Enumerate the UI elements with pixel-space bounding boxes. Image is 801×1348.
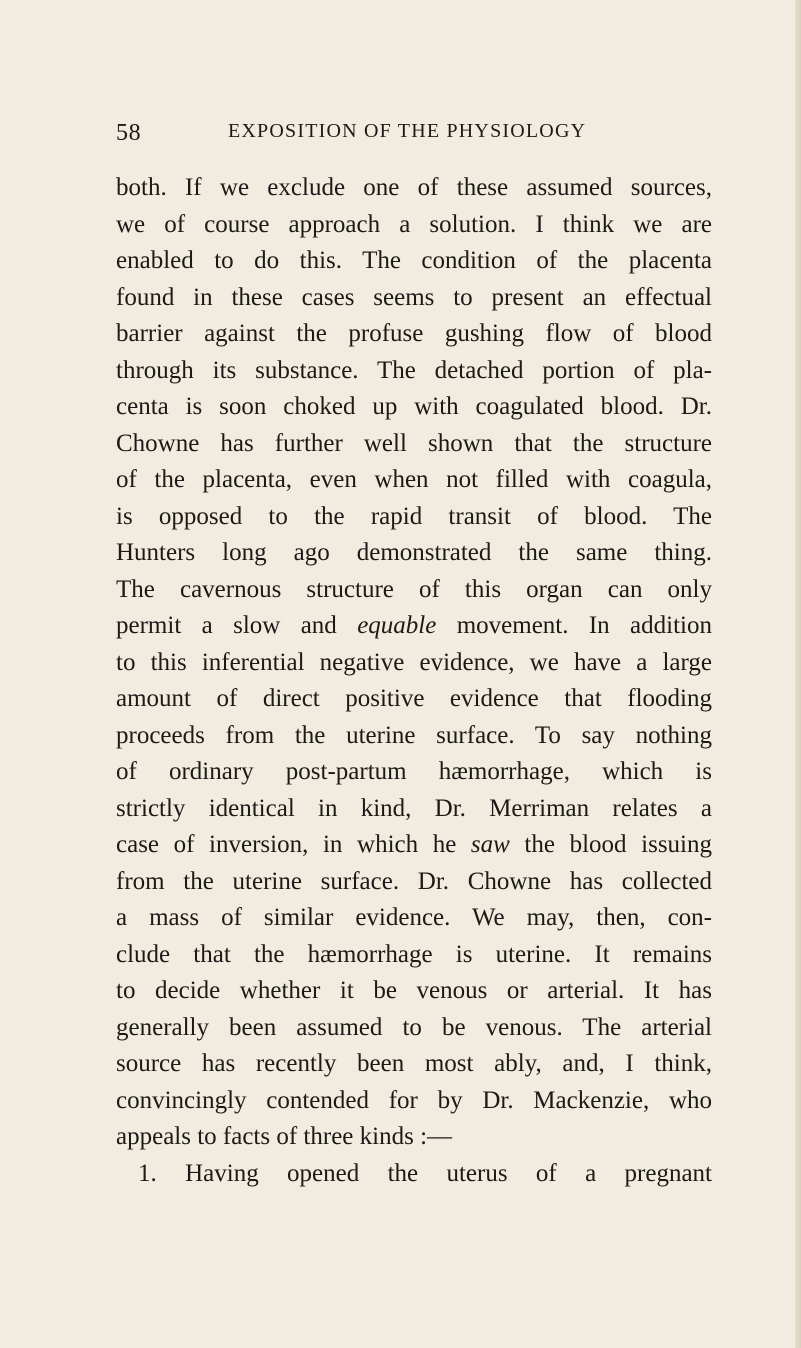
text-line <box>116 608 712 645</box>
text-line: Hunters long ago demonstrated the same thing. <box>116 539 712 566</box>
italic-word: saw <box>470 831 510 858</box>
text-line: both. If we exclude one of these assumed sources, <box>116 174 712 201</box>
page-number: 58 <box>116 120 142 146</box>
text-line: found in these cases seems to present an effectual <box>116 283 712 311</box>
text-line: source has recently been most ably, and, I think, <box>116 1050 712 1077</box>
text-line: proceeds from the uterine surface. To say nothing <box>116 721 712 749</box>
italic-word: equable <box>357 612 437 639</box>
text-line: amount of direct positive evidence that flooding <box>116 685 712 712</box>
text-run: movement. In addition <box>436 612 712 639</box>
text-line: strictly identical in kind, Dr. Merriman relates a <box>116 794 712 822</box>
text-line: from the uterine surface. Dr. Chowne has collected <box>116 867 712 895</box>
text-line: barrier against the profuse gushing flow of blood <box>116 320 712 347</box>
text-line <box>116 827 712 864</box>
text-line: Chowne has further well shown that the structure <box>116 429 712 457</box>
text-line: of ordinary post-partum hæmorrhage, which is <box>116 758 712 785</box>
body-text <box>116 170 712 1192</box>
text-line: of the placenta, even when not filled with coagula, <box>116 466 712 493</box>
text-line: to decide whether it be venous or arterial. It has <box>116 977 712 1004</box>
text-line: centa is soon choked up with coagulated blood. Dr. <box>116 393 712 420</box>
text-line: enabled to do this. The condition of the placenta <box>116 247 712 274</box>
text-line: generally been assumed to be venous. The arterial <box>116 1013 712 1041</box>
text-line: to this inferential negative evidence, we have a large <box>116 648 712 676</box>
text-run: case of inversion, in which he <box>116 831 471 858</box>
text-line: The cavernous structure of this organ can only <box>116 575 712 603</box>
text-line: convincingly contended for by Dr. Mackenzie, who <box>116 1086 712 1114</box>
text-line: is opposed to the rapid transit of blood. The <box>116 502 712 530</box>
text-line: through its substance. The detached portion of pla- <box>116 356 712 384</box>
page-edge <box>795 0 801 1348</box>
text-run: permit a slow and <box>116 612 358 639</box>
text-line: a mass of similar evidence. We may, then, con- <box>116 904 712 931</box>
running-header <box>116 120 716 152</box>
text-line: appeals to facts of three kinds :— <box>116 1123 453 1150</box>
text-line: clude that the hæmorrhage is uterine. It remains <box>116 940 712 968</box>
text-line: we of course approach a solution. I think we are <box>116 210 712 238</box>
text-run: the blood issuing <box>509 831 712 858</box>
running-title: EXPOSITION OF THE PHYSIOLOGY <box>228 120 587 142</box>
text-line: 1. Having opened the uterus of a pregnant <box>138 1159 712 1187</box>
